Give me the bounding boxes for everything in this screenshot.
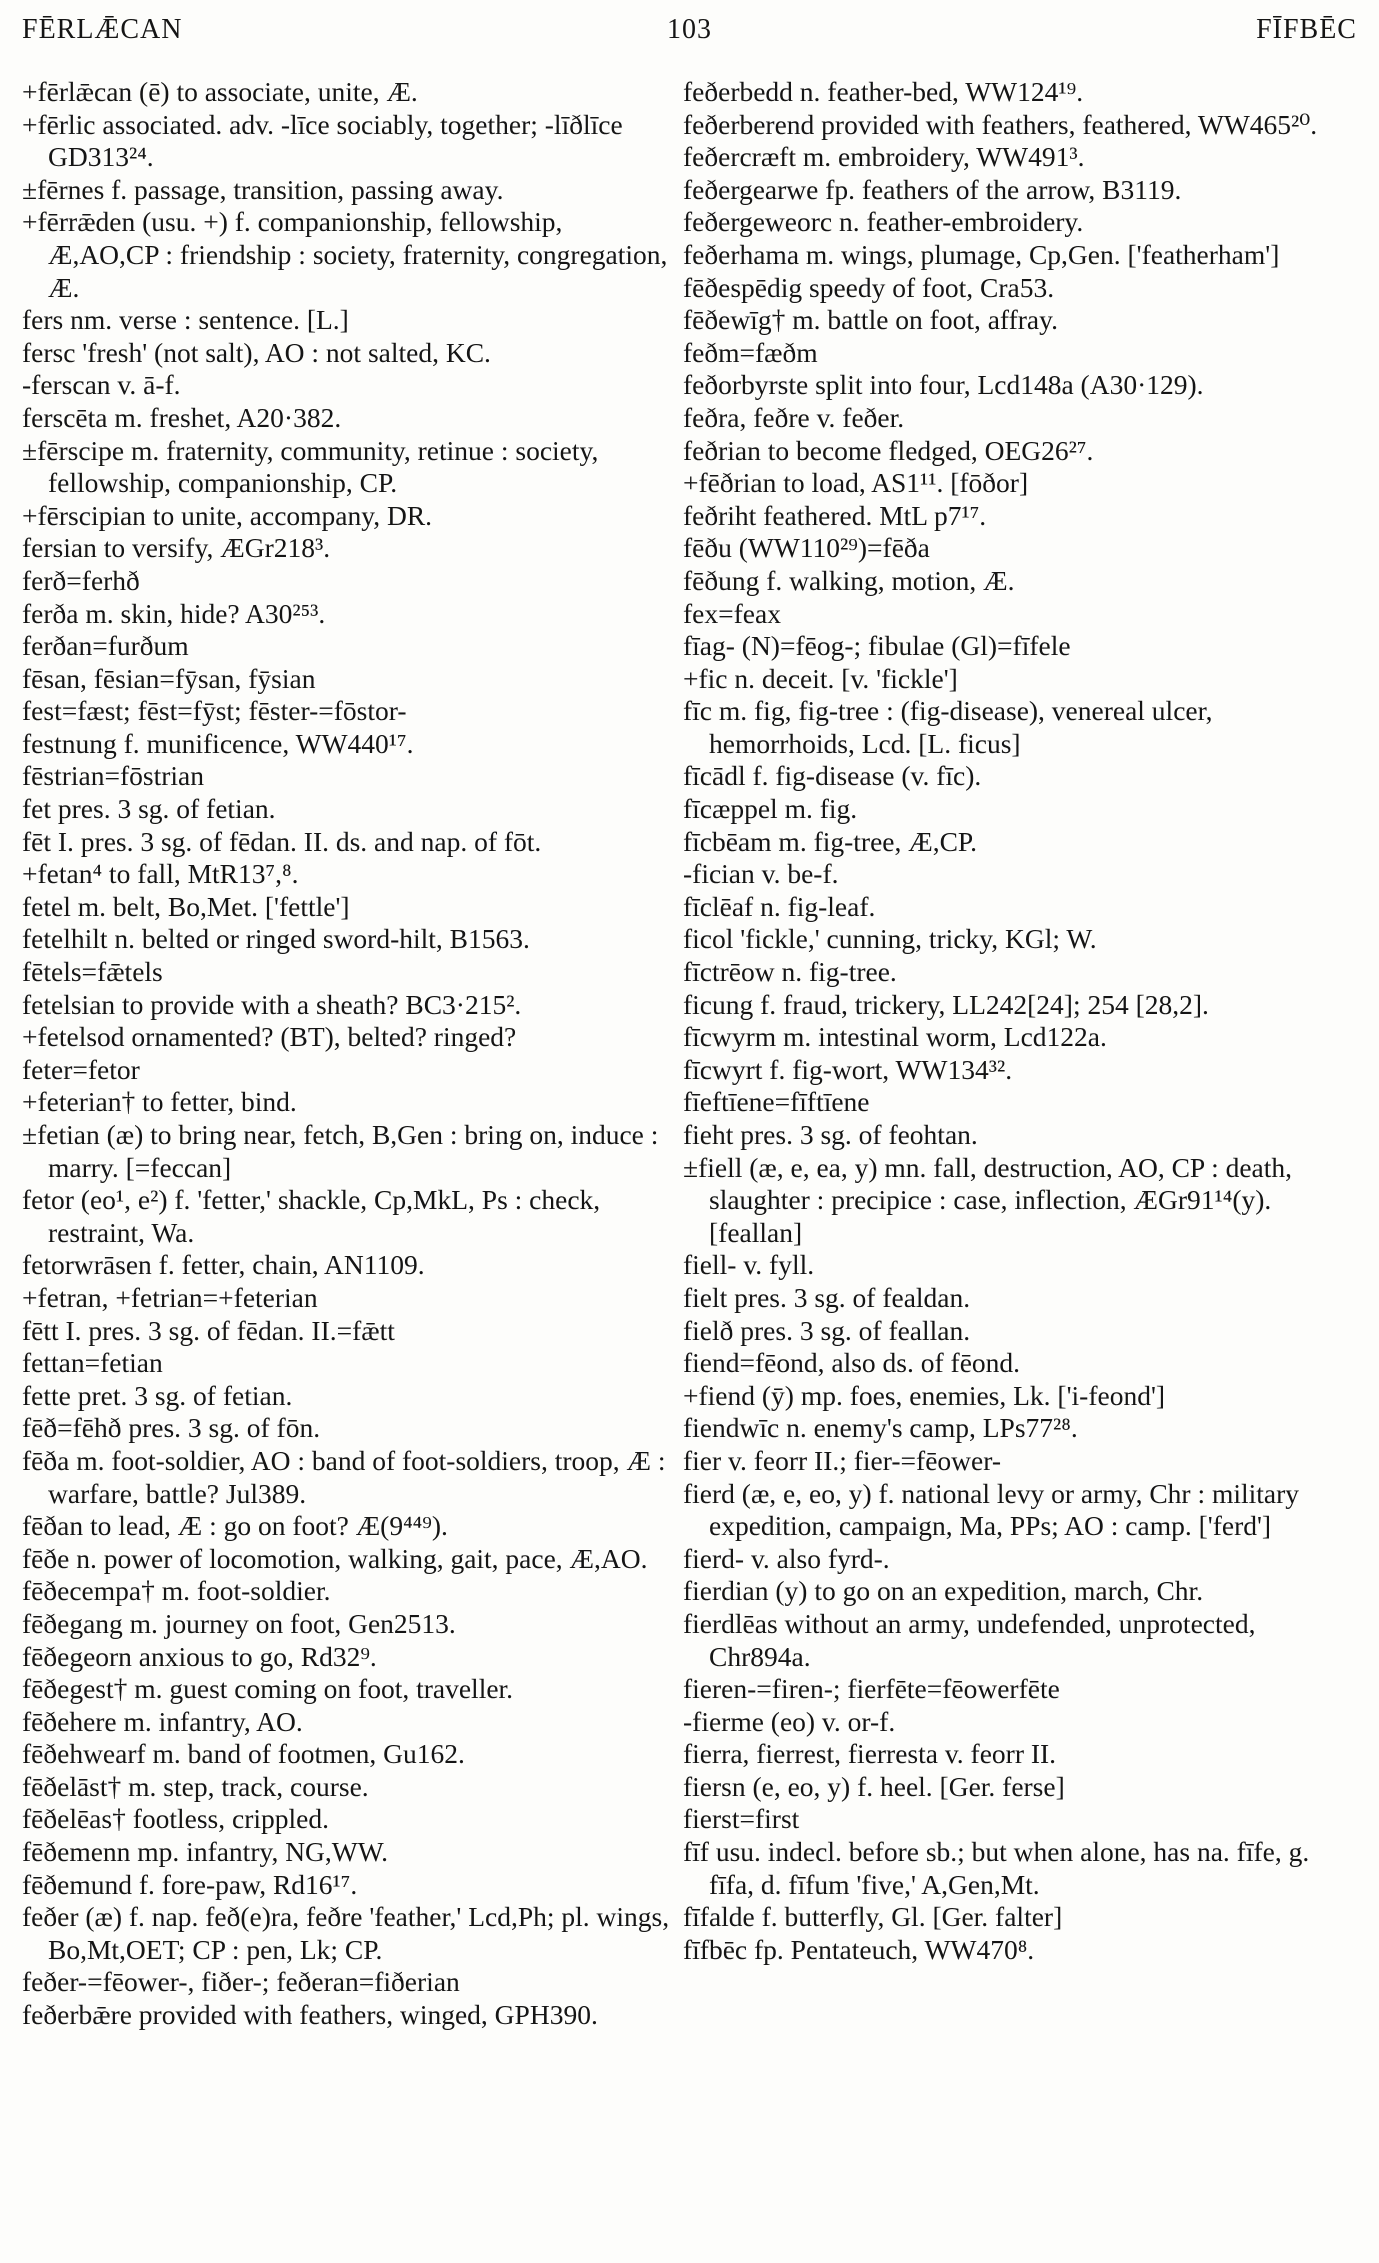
dictionary-entry: +fiend (ȳ) mp. foes, enemies, Lk. ['i-feond']: [683, 1379, 1166, 1411]
dictionary-entry: +fērlǣcan (ē) to associate, unite, Æ.: [22, 76, 418, 107]
dictionary-entry: +fērrǣden (usu. +) f. companionship, fellowship, Æ,AO,CP : friendship : society, fraternity, congregation, Æ.: [22, 206, 668, 303]
dictionary-entry: fīag- (N)=fēog-; fibulae (Gl)=fīfele: [683, 630, 1071, 662]
dictionary-entry: feðerhama m. wings, plumage, Cp,Gen. ['featherham']: [683, 238, 1280, 270]
dictionary-entry: fēðespēdig speedy of foot, Cra53.: [683, 271, 1055, 303]
dictionary-entry: fētels=fǣtels: [22, 956, 163, 988]
dictionary-entry: fēðegeorn anxious to go, Rd32⁹.: [22, 1640, 377, 1672]
dictionary-entry: fettan=fetian: [22, 1347, 163, 1379]
dictionary-entry: fiend=fēond, also ds. of fēond.: [683, 1347, 1021, 1379]
dictionary-entry: fīf usu. indecl. before sb.; but when alone, has na. fīfe, g. fīfa, d. fīfum 'five,' A,Gen,Mt.: [683, 1836, 1310, 1900]
left-column: [22, 76, 672, 2032]
dictionary-entry: feðorbyrste split into four, Lcd148a (A30·129).: [683, 369, 1204, 401]
dictionary-entry: fette pret. 3 sg. of fetian.: [22, 1379, 293, 1411]
dictionary-entry: fers nm. verse : sentence. [L.]: [22, 304, 349, 336]
dictionary-entry: fierdian (y) to go on an expedition, march, Chr.: [683, 1575, 1204, 1607]
dictionary-entry: fīc m. fig, fig-tree : (fig-disease), venereal ulcer, hemorrhoids, Lcd. [L. ficus]: [683, 695, 1213, 759]
dictionary-entry: -fierme (eo) v. or-f.: [683, 1705, 896, 1737]
page-number: 103: [667, 14, 712, 45]
dictionary-entry: feðerbǣre provided with feathers, winged, GPH390.: [22, 1999, 598, 2031]
dictionary-entry: fier v. feorr II.; fier-=fēower-: [683, 1444, 1001, 1476]
dictionary-entry: fersc 'fresh' (not salt), AO : not salted, KC.: [22, 336, 491, 368]
dictionary-entry: feðergeweorc n. feather-embroidery.: [683, 206, 1084, 238]
dictionary-entry: fīcæppel m. fig.: [683, 793, 858, 825]
dictionary-entry: feter=fetor: [22, 1053, 140, 1085]
dictionary-entry: fēðegang m. journey on foot, Gen2513.: [22, 1607, 456, 1639]
dictionary-entry: fīfbēc fp. Pentateuch, WW470⁸.: [683, 1933, 1035, 1965]
dictionary-entry: +fetan⁴ to fall, MtR13⁷,⁸.: [22, 858, 299, 890]
dictionary-entry: fēsan, fēsian=fȳsan, fȳsian: [22, 662, 316, 694]
dictionary-entry: ferð=ferhð: [22, 564, 140, 596]
right-column: [683, 76, 1355, 1966]
dictionary-entry: fiell- v. fyll.: [683, 1249, 815, 1281]
dictionary-entry: +fic n. deceit. [v. 'fickle']: [683, 662, 958, 694]
dictionary-entry: fīcādl f. fig-disease (v. fīc).: [683, 760, 982, 792]
dictionary-entry: fēðegest† m. guest coming on foot, traveller.: [22, 1673, 514, 1705]
dictionary-entry: fēt I. pres. 3 sg. of fēdan. II. ds. and nap. of fōt.: [22, 825, 542, 857]
dictionary-entry: feðrian to become fledged, OEG26²⁷.: [683, 434, 1094, 466]
dictionary-entry: fīctrēow n. fig-tree.: [683, 956, 897, 988]
dictionary-entry: fēðung f. walking, motion, Æ.: [683, 564, 1015, 596]
dictionary-entry: fēðu (WW110²⁹)=fēða: [683, 532, 930, 564]
dictionary-entry: fest=fæst; fēst=fȳst; fēster-=fōstor-: [22, 695, 407, 727]
dictionary-entry: fēðemenn mp. infantry, NG,WW.: [22, 1836, 389, 1868]
dictionary-entry: fiersn (e, eo, y) f. heel. [Ger. ferse]: [683, 1770, 1065, 1802]
dictionary-entry: feðriht feathered. MtL p7¹⁷.: [683, 499, 987, 531]
dictionary-entry: fēðehwearf m. band of footmen, Gu162.: [22, 1738, 465, 1770]
dictionary-entry: fierd (æ, e, eo, y) f. national levy or army, Chr : military expedition, campaign, Ma, PPs; AO : camp. ['ferd']: [683, 1477, 1300, 1542]
dictionary-entry: ±fetian (æ) to bring near, fetch, B,Gen : bring on, induce : marry. [=feccan]: [22, 1119, 659, 1183]
dictionary-entry: fīcwyrm m. intestinal worm, Lcd122a.: [683, 1021, 1107, 1053]
dictionary-entry: ferða m. skin, hide? A30²⁵³.: [22, 597, 326, 629]
dictionary-entry: fierra, fierrest, fierresta v. feorr II.: [683, 1738, 1057, 1770]
dictionary-entry: feðergearwe fp. feathers of the arrow, B3119.: [683, 173, 1182, 205]
dictionary-entry: ±fērnes f. passage, transition, passing away.: [22, 173, 504, 205]
dictionary-entry: fīcwyrt f. fig-wort, WW134³².: [683, 1053, 1013, 1085]
dictionary-entry: +fetelsod ornamented? (BT), belted? ringed?: [22, 1021, 517, 1053]
dictionary-entry: feðer (æ) f. nap. feð(e)ra, feðre 'feather,' Lcd,Ph; pl. wings, Bo,Mt,OET; CP : pen, Lk; CP.: [22, 1901, 670, 1965]
dictionary-entry: fierst=first: [683, 1803, 800, 1835]
dictionary-entry: ficung f. fraud, trickery, LL242[24]; 254 [28,2].: [683, 988, 1209, 1020]
header-right-guideword: FĪFBĒC: [1256, 14, 1357, 45]
dictionary-entry: fierdlēas without an army, undefended, unprotected, Chr894a.: [683, 1607, 1256, 1672]
dictionary-entry: ferscēta m. freshet, A20·382.: [22, 401, 342, 433]
dictionary-entry: ±fērscipe m. fraternity, community, retinue : society, fellowship, companionship, CP.: [22, 434, 599, 499]
dictionary-entry: feðer-=fēower-, fiðer-; feðeran=fiðerian: [22, 1966, 460, 1998]
dictionary-entry: -ferscan v. ā-f.: [22, 369, 181, 401]
dictionary-entry: fetorwrāsen f. fetter, chain, AN1109.: [22, 1249, 425, 1281]
dictionary-entry: fetelsian to provide with a sheath? BC3·215².: [22, 988, 522, 1020]
dictionary-entry: fēðan to lead, Æ : go on foot? Æ(9⁴⁴⁹).: [22, 1510, 448, 1542]
dictionary-entry: fīeftīene=fīftīene: [683, 1086, 870, 1118]
dictionary-entry: fēða m. foot-soldier, AO : band of foot-soldiers, troop, Æ : warfare, battle? Jul389.: [22, 1444, 666, 1509]
dictionary-entry: -fician v. be-f.: [683, 858, 839, 890]
dictionary-entry: +fērscipian to unite, accompany, DR.: [22, 499, 433, 531]
dictionary-entry: fēðehere m. infantry, AO.: [22, 1705, 303, 1737]
dictionary-entry: feðm=fæðm: [683, 336, 818, 368]
dictionary-entry: fēðewīg† m. battle on foot, affray.: [683, 304, 1058, 336]
dictionary-entry: fīfalde f. butterfly, Gl. [Ger. falter]: [683, 1901, 1063, 1933]
dictionary-entry: +fēðrian to load, AS1¹¹. [fōðor]: [683, 467, 1029, 499]
dictionary-entry: fīclēaf n. fig-leaf.: [683, 890, 876, 922]
dictionary-entry: feðercræft m. embroidery, WW491³.: [683, 141, 1085, 173]
dictionary-entry: fersian to versify, ÆGr218³.: [22, 532, 331, 564]
dictionary-entry: fēstrian=fōstrian: [22, 760, 204, 792]
dictionary-entry: fet pres. 3 sg. of fetian.: [22, 793, 276, 825]
dictionary-entry: fēðelēas† footless, crippled.: [22, 1803, 329, 1835]
dictionary-entry: fēð=fēhð pres. 3 sg. of fōn.: [22, 1412, 321, 1444]
dictionary-entry: fielt pres. 3 sg. of fealdan.: [683, 1281, 971, 1313]
dictionary-entry: fetelhilt n. belted or ringed sword-hilt, B1563.: [22, 923, 530, 955]
dictionary-entry: festnung f. munificence, WW440¹⁷.: [22, 727, 414, 759]
dictionary-entry: fēðecempa† m. foot-soldier.: [22, 1575, 331, 1607]
dictionary-entry: fēðemund f. fore-paw, Rd16¹⁷.: [22, 1868, 358, 1900]
dictionary-entry: fīcbēam m. fig-tree, Æ,CP.: [683, 825, 978, 857]
dictionary-entry: fēðelāst† m. step, track, course.: [22, 1770, 369, 1802]
dictionary-entry: fielð pres. 3 sg. of feallan.: [683, 1314, 971, 1346]
dictionary-entry: fetel m. belt, Bo,Met. ['fettle']: [22, 890, 350, 922]
dictionary-entry: +fetran, +fetrian=+feterian: [22, 1281, 318, 1313]
dictionary-entry: +feterian† to fetter, bind.: [22, 1086, 297, 1118]
dictionary-entry: fiendwīc n. enemy's camp, LPs77²⁸.: [683, 1412, 1078, 1444]
dictionary-entry: fētt I. pres. 3 sg. of fēdan. II.=fǣtt: [22, 1314, 395, 1346]
dictionary-entry: +fērlic associated. adv. -līce sociably, together; -līðlīce GD313²⁴.: [22, 108, 623, 173]
dictionary-entry: ferðan=furðum: [22, 630, 189, 662]
dictionary-entry: fierd- v. also fyrd-.: [683, 1542, 890, 1574]
dictionary-entry: fetor (eo¹, e²) f. 'fetter,' shackle, Cp,MkL, Ps : check, restraint, Wa.: [22, 1184, 601, 1248]
dictionary-entry: ficol 'fickle,' cunning, tricky, KGl; W.: [683, 923, 1097, 955]
dictionary-entry: fieren-=firen-; fierfēte=fēowerfēte: [683, 1673, 1060, 1705]
dictionary-entry: fieht pres. 3 sg. of feohtan.: [683, 1119, 978, 1150]
dictionary-entry: feðra, feðre v. feðer.: [683, 401, 905, 433]
page-header: [22, 14, 1357, 58]
dictionary-entry: feðerberend provided with feathers, feathered, WW465²⁰.: [683, 108, 1318, 140]
dictionary-entry: ±fiell (æ, e, ea, y) mn. fall, destruction, AO, CP : death, slaughter : precipice : case, inflection, ÆGr91¹⁴(y). [feallan]: [683, 1151, 1293, 1248]
header-left-guideword: FĒRLǢCAN: [22, 14, 183, 45]
dictionary-entry: fēðe n. power of locomotion, walking, gait, pace, Æ,AO.: [22, 1542, 648, 1574]
dictionary-entry: feðerbedd n. feather-bed, WW124¹⁹.: [683, 76, 1084, 107]
dictionary-entry: fex=feax: [683, 597, 781, 629]
